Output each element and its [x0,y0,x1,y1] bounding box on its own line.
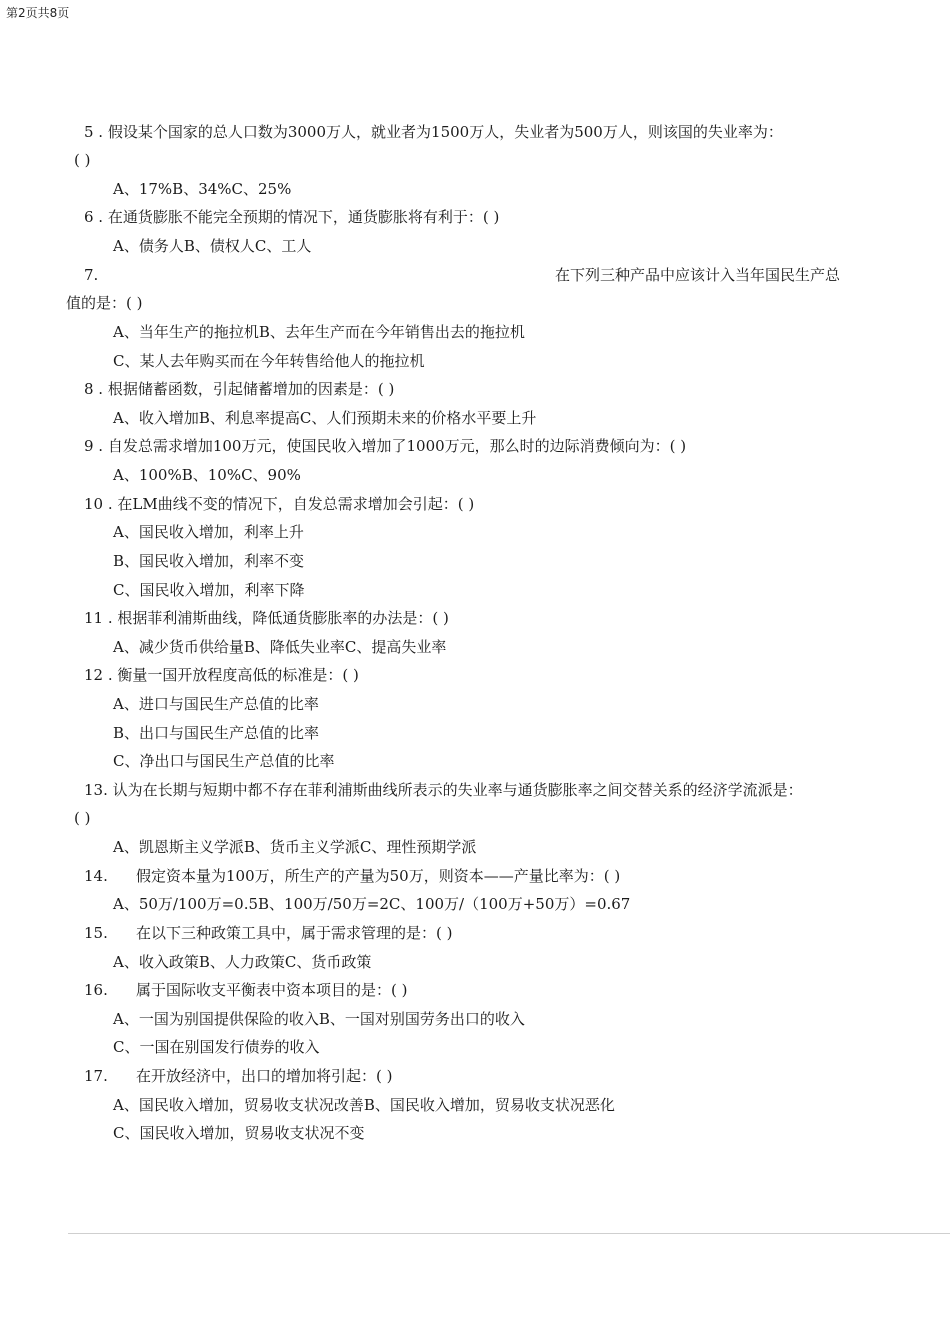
question-15-number: 15. [84,924,108,942]
question-6-options: A、债务人B、债权人C、工人 [113,237,312,255]
question-9-options: A、100%B、10%C、90% [113,466,301,484]
question-7-option-c: C、某人去年购买而在今年转售给他人的拖拉机 [113,352,425,370]
question-10-option-b: B、国民收入增加，利率不变 [113,552,305,570]
question-17-number: 17. [84,1067,108,1085]
question-12-option-b: B、出口与国民生产总值的比率 [113,724,320,742]
question-15-options: A、收入政策B、人力政策C、货币政策 [113,953,372,971]
question-9-stem: 9 . 自发总需求增加100万元，使国民收入增加了1000万元，那么时的边际消费倾向为：( ) [84,437,687,455]
question-7-stem-continued: 值的是：( ) [66,294,143,312]
question-17-stem: 在开放经济中，出口的增加将引起：( ) [136,1067,393,1085]
question-5-stem-continued: ( ) [74,151,91,169]
question-14-options: A、50万/100万=0.5B、100万/50万=2C、100万/（100万+50万）=0.67 [113,895,631,913]
question-13-options: A、凯恩斯主义学派B、货币主义学派C、理性预期学派 [113,838,477,856]
question-10-stem: 10 . 在LM曲线不变的情况下，自发总需求增加会引起：( ) [84,495,475,513]
question-5-stem: 5 . 假设某个国家的总人口数为3000万人，就业者为1500万人，失业者为500万人，则该国的失业率为： [84,123,783,141]
question-7-option-ab: A、当年生产的拖拉机B、去年生产而在今年销售出去的拖拉机 [113,323,525,341]
question-7-number: 7. [84,266,99,284]
question-7-stem: 在下列三种产品中应该计入当年国民生产总 [555,266,841,284]
question-10-option-a: A、国民收入增加，利率上升 [113,523,304,541]
question-8-options: A、收入增加B、利息率提高C、人们预期未来的价格水平要上升 [113,409,537,427]
question-16-option-ab: A、一国为别国提供保险的收入B、一国对别国劳务出口的收入 [113,1010,525,1028]
question-13-stem: 13. 认为在长期与短期中都不存在菲利浦斯曲线所表示的失业率与通货膨胀率之间交替关系的经济学流派是： [84,781,803,799]
question-11-options: A、减少货币供给量B、降低失业率C、提高失业率 [113,638,447,656]
question-11-stem: 11 . 根据菲利浦斯曲线，降低通货膨胀率的办法是：( ) [84,609,449,627]
question-14-number: 14. [84,867,108,885]
question-5-options: A、17%B、34%C、25% [113,180,292,198]
question-15-stem: 在以下三种政策工具中，属于需求管理的是：( ) [136,924,453,942]
question-6-stem: 6 . 在通货膨胀不能完全预期的情况下，通货膨胀将有利于：( ) [84,208,500,226]
question-17-option-c: C、国民收入增加，贸易收支状况不变 [113,1124,365,1142]
question-10-option-c: C、国民收入增加，利率下降 [113,581,305,599]
question-14-stem: 假定资本量为100万，所生产的产量为50万，则资本——产量比率为：( ) [136,867,621,885]
page-indicator: 第2页共8页 [6,6,70,20]
question-12-stem: 12 . 衡量一国开放程度高低的标准是：( ) [84,666,359,684]
question-13-stem-continued: ( ) [74,809,91,827]
question-16-option-c: C、一国在别国发行债券的收入 [113,1038,320,1056]
question-16-stem: 属于国际收支平衡表中资本项目的是：( ) [136,981,408,999]
question-17-option-ab: A、国民收入增加，贸易收支状况改善B、国民收入增加，贸易收支状况恶化 [113,1096,615,1114]
footer-divider [68,1233,950,1234]
question-8-stem: 8 . 根据储蓄函数，引起储蓄增加的因素是：( ) [84,380,395,398]
question-12-option-c: C、净出口与国民生产总值的比率 [113,752,335,770]
question-16-number: 16. [84,981,108,999]
question-12-option-a: A、进口与国民生产总值的比率 [113,695,319,713]
